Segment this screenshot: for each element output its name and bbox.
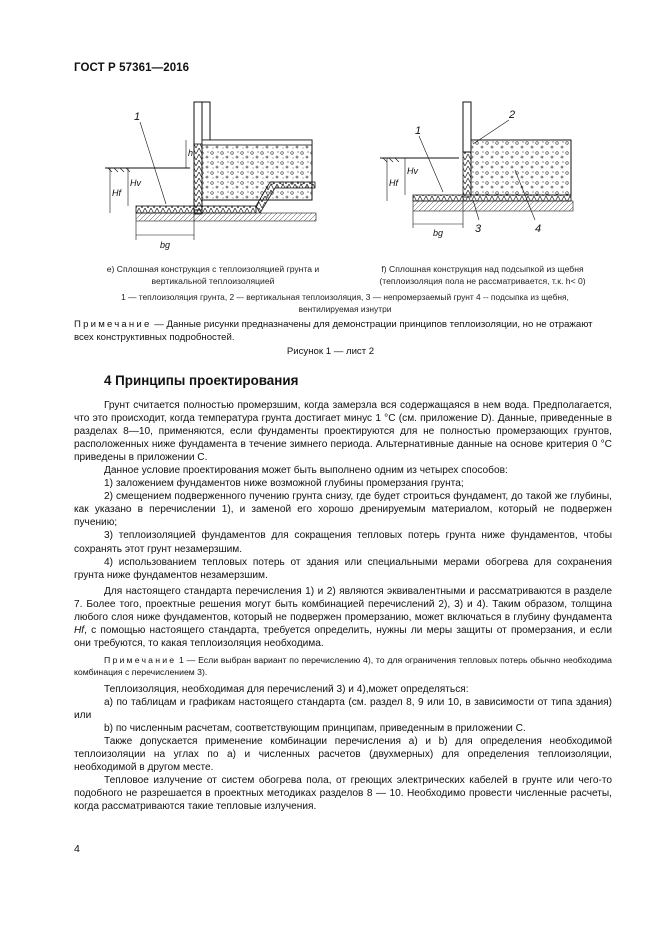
figure-f-label-bg: bg — [433, 228, 444, 238]
list-item: 4) использованием тепловых потерь от здания или специальными мерами обогрева для сохранения грунта ниже фундаментов незамерзшим. — [74, 556, 612, 581]
standard-header: ГОСТ Р 57361—2016 — [74, 62, 190, 74]
figure-e-callout-1: 1 — [134, 111, 141, 123]
paragraph: Для настоящего стандарта перечисления 1) и 2) являются эквивалентными и рассматриваются в разделе 7. Более того, проектные решения могут быть комбинацией перечислений 2), 3) и 4). Таким образом, толщина любого слоя ниже фундаментов, который не подвержен промерзанию, может включаться в глубину фундамента Hf, с помощью настоящего стандарта, требуется определить, нужны ли меры защиты от промерзания, и если они требуются, то какая теплоизоляция необходима. — [74, 585, 612, 649]
list-item: 1) заложением фундаментов ниже возможной глубины промерзания грунта; — [104, 478, 464, 490]
section-title: 4 Принципы проектирования — [104, 373, 299, 388]
figure-f-label-hf: Hf — [389, 178, 398, 188]
figure-f-caption: f) Сплошная конструкция над подсыпкой из щебня (теплоизоляция пола не рассматривается, т.к. h< 0) — [379, 264, 586, 286]
list-item: 2) смещением подверженного пучению грунта снизу, где будет строиться фундамент, до такой же глубины, как указано в перечислении 1), и заменой его хорошо дренируемым материалом, который не подвержен пучению; — [74, 491, 612, 529]
figure-f-callout-4: 4 — [535, 223, 542, 235]
figure-e-label-bg: bg — [160, 240, 171, 250]
figure-e-label-h: h — [188, 148, 194, 158]
figure-e-drawing — [100, 100, 325, 260]
paragraph: Теплоизоляция, необходимая для перечислений 3) и 4),может определяться: — [104, 683, 469, 695]
paragraph: Данное условие проектирования может быть выполнено одним из четырех способов: — [104, 465, 508, 477]
figure-title: Рисунок 1 — лист 2 — [286, 346, 375, 357]
paragraph: Тепловое излучение от систем обогрева пола, от греющих электрических кабелей в грунте или чего-то подобного не разрешается в проектных методиках разделов 8 — 10. Необходимо провести численные расчеты, когда рассматриваются такие тепловые излучения. — [74, 775, 612, 813]
figure-f-callout-2: 2 — [509, 109, 516, 121]
figure-legend: 1 — теплоизоляция грунта, 2 –- вертикальная теплоизоляция, 3 — непромерзаемый грунт 4 -- подсыпка из щебня, вентилируемая изнутри — [121, 292, 569, 314]
figure-note — [74, 318, 612, 344]
list-item: а) по таблицам и графикам настоящего стандарта (см. раздел 8, 9 или 10, в зависимости от типа здания) или — [74, 696, 612, 721]
figure-e-label-hf: Hf — [112, 188, 121, 198]
figure-f-callout-1: 1 — [415, 125, 422, 137]
note-label: Примечание — [74, 319, 152, 330]
body-text — [74, 399, 612, 813]
figure-e-label-hv: Hv — [130, 178, 141, 188]
paragraph: Также допускается применение комбинации перечисления а) и b) для определения необходимой теплоизоляции на углах по а) и численных расчетов (двухмерных) для определения теплоизоляции, необходимой в другом месте. — [74, 736, 612, 774]
figure-f-callout-3: 3 — [475, 223, 482, 235]
list-item: b) по численным расчетам, соответствующим принципам, приведенным в приложении С. — [104, 723, 526, 735]
figure-f-label-hv: Hv — [407, 166, 418, 176]
paragraph: Грунт считается полностью промерзшим, когда замерзла вся содержащаяся в нем вода. Предполагается, что это происходит, когда температура грунта достигает минус 1 °С (см. приложение D). Данные, приведенные в разделах 8—10, применяются, если фундаменты проектируются для не полностью промерзающих грунтов, расположенных ниже фундамента в течение зимнего периода. Альтернативные данные на основе критерия 0 °С приведены в приложении С. — [74, 400, 612, 464]
figure-e-caption: e) Сплошная конструкция с теплоизоляцией грунта и вертикальной теплоизоляцией — [106, 264, 320, 286]
page-number: 4 — [74, 843, 80, 855]
note-paragraph: Примечание 1 — Если выбран вариант по перечислению 4), то для ограничения тепловых потерь обычно необходима комбинация с перечислением 3). — [74, 654, 612, 677]
note-text: — Данные рисунки предназначены для демонстрации принципов теплоизоляции, но не отражают всех конструктивных подробностей. — [74, 319, 593, 343]
figure-f-drawing — [375, 100, 590, 260]
list-item: 3) теплоизоляцией фундаментов для сокращения тепловых потерь грунта ниже фундаментов, чтобы сохранять этот грунт незамерзшим. — [74, 530, 612, 555]
